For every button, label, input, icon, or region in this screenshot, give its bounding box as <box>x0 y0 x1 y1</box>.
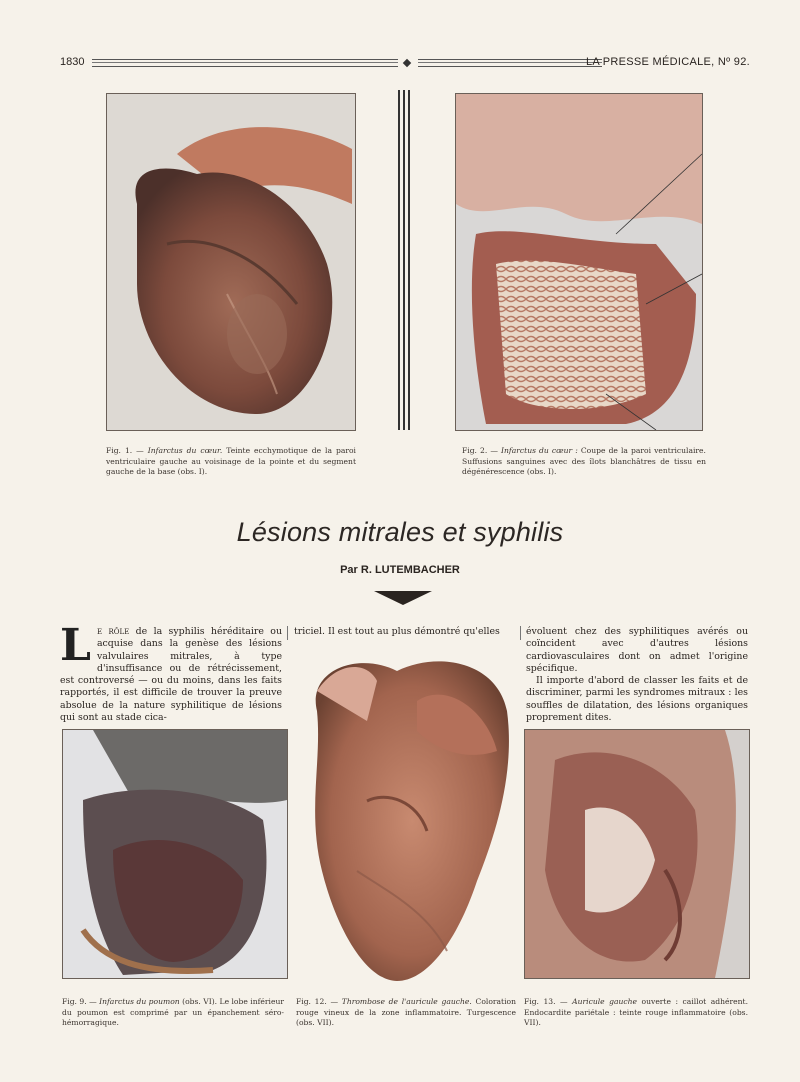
column-rule-2 <box>520 626 521 640</box>
article-title: Lésions mitrales et syphilis <box>236 517 564 547</box>
column-rule-1 <box>287 626 288 640</box>
article-column-1: Le rôle de la syphilis héréditaire ou acquise dans la genèse des lésions valvulaires mitrales, à type d'insuffisance ou de rétrécissement, est controversé — ou du moins, dans les faits rapportés, il est difficile de trouver la preuve absolue de la nature syphilitique de lésions qui sont au stade cica- <box>60 620 282 724</box>
figure-1-photo <box>106 93 356 431</box>
article-column-3: évoluent chez des syphilitiques avérés ou coïncident avec d'autres lésions cardiovasculaires dont on admet l'origine spécifique. Il importe d'abord de classer les faits et de discriminer, parmi les syndromes mitraux : les souffles de dilatation, des lésions organiques proprement dites. <box>526 626 748 724</box>
article-column-2: triciel. Il est tout au plus démontré qu'elles <box>294 626 500 637</box>
title-arrow-ornament <box>374 591 432 605</box>
figure-9-photo <box>62 729 288 979</box>
figure-13-photo <box>524 729 750 979</box>
figure-2-caption: Fig. 2. — Infarctus du cœur : Coupe de la paroi ventriculaire. Suffusions sanguines avec des îlots blanchâtres de tissu en dégénérescence (obs. I). <box>462 446 706 476</box>
journal-title: LA PRESSE MÉDICALE, Nº 92. <box>585 56 750 68</box>
figure-separator <box>398 90 410 430</box>
figure-12-caption: Fig. 12. — Thrombose de l'auricule gauche. Coloration rouge vineux de la zone inflammatoire. Turgescence (obs. VII). <box>296 997 516 1027</box>
header-rule-left <box>92 59 398 67</box>
page-number: 1830 <box>60 56 85 68</box>
figure-9-caption: Fig. 9. — Infarctus du poumon (obs. VI). Le lobe inférieur du poumon est comprimé par un épanchement séro-hémorragique. <box>62 997 284 1027</box>
header-diamond-ornament <box>403 59 411 67</box>
figure-13-caption: Fig. 13. — Auricule gauche ouverte : caillot adhérent. Endocardite pariétale : teinte rouge inflammatoire (obs. VII). <box>524 997 748 1027</box>
figure-2-photo <box>455 93 703 431</box>
drop-cap: L <box>60 620 91 671</box>
header-rule-right <box>418 59 602 67</box>
figure-12-photo <box>297 651 515 987</box>
figure-1-caption: Fig. 1. — Infarctus du cœur. Teinte ecchymotique de la paroi ventriculaire gauche au voisinage de la pointe et du segment gauche de la base (obs. I). <box>106 446 356 476</box>
article-byline: Par R. LUTEMBACHER <box>340 564 460 576</box>
